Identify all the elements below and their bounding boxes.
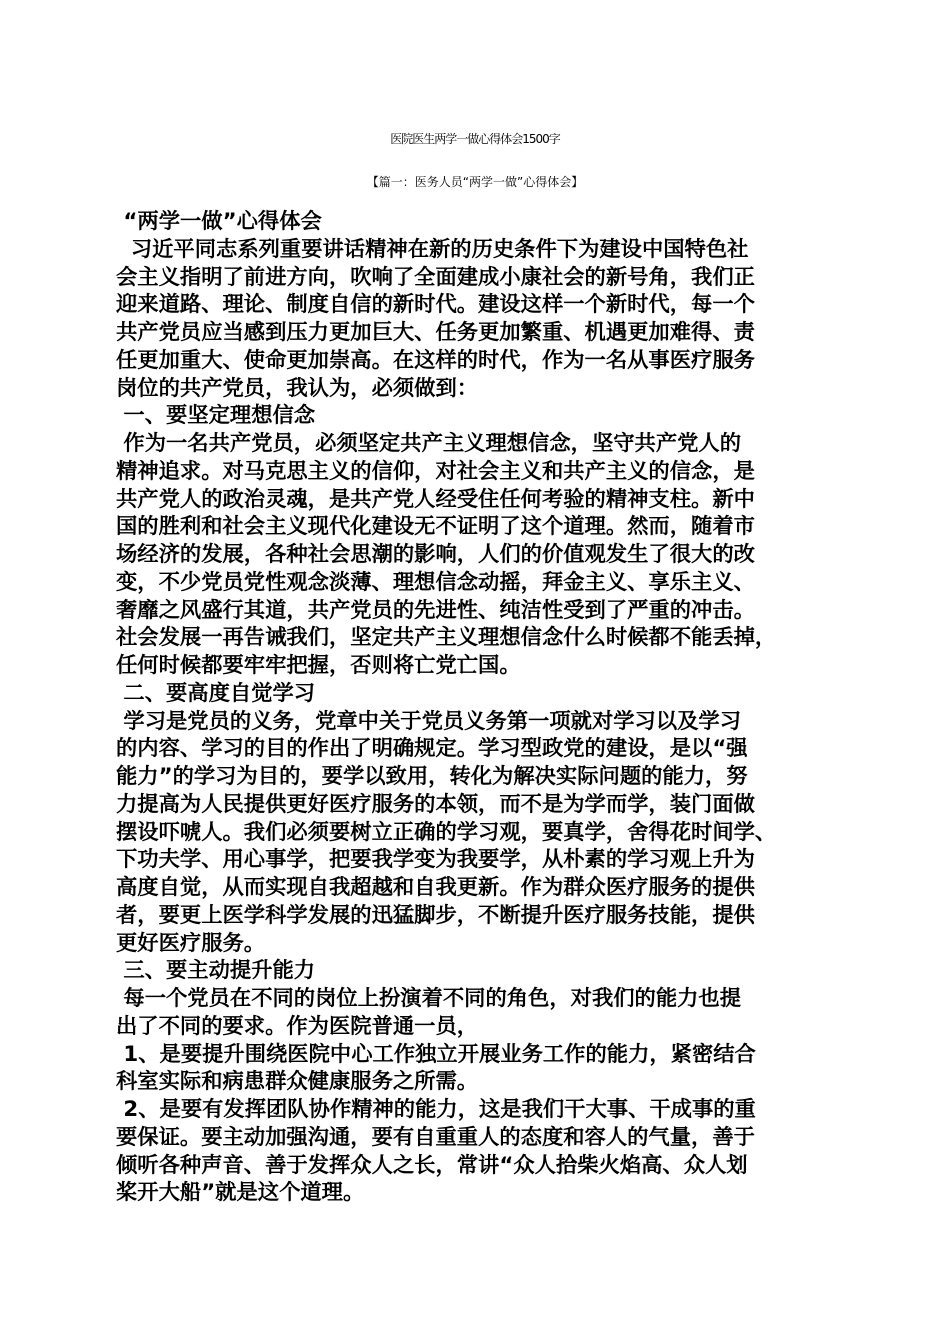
text-line: 任更加重大、使命更加崇高。在这样的时代，作为一名从事医疗服务	[116, 347, 755, 373]
text-line: 三、要主动提升能力	[116, 958, 316, 984]
text-line: 摆设吓唬人。我们必须要树立正确的学习观，要真学，舍得花时间学、	[116, 819, 777, 845]
text-line: 2、是要有发挥团队协作精神的能力，这是我们干大事、干成事的重	[116, 1097, 756, 1122]
text-line: 共产党员应当感到压力更加巨大、任务更加繁重、机遇更加难得、责	[116, 320, 755, 345]
text-line: 变，不少党员党性观念淡薄、理想信念动摇，拜金主义、享乐主义、	[116, 569, 755, 595]
text-line: 国的胜利和社会主义现代化建设无不证明了这个道理。然而，随着市	[116, 514, 755, 540]
text-line: 会主义指明了前进方向，吹响了全面建成小康社会的新号角，我们正	[116, 264, 755, 290]
text-line: 能力”的学习为目的，要学以致用，转化为解决实际问题的能力，努	[116, 764, 748, 789]
text-line: 倾听各种声音、善于发挥众人之长，常讲“众人拾柴火焰高、众人划	[116, 1152, 748, 1178]
text-line: 学习是党员的义务，党章中关于党员义务第一项就对学习以及学习	[116, 708, 742, 734]
document-title: 医院医生两学一做心得体会1500字	[390, 132, 560, 146]
text-line: 科室实际和病患群众健康服务之所需。	[116, 1069, 479, 1095]
text-line: 者，要更上医学科学发展的迅猛脚步，不断提升医疗服务技能，提供	[116, 902, 755, 928]
text-line: 下功夫学、用心事学，把要我学变为我要学，从朴素的学习观上升为	[116, 847, 755, 873]
text-line: 作为一名共产党员，必须坚定共产主义理想信念，坚守共产党人的	[116, 431, 742, 456]
document-body	[116, 208, 844, 1207]
text-line: 社会发展一再告诫我们，坚定共产主义理想信念什么时候都不能丢掉，	[116, 625, 777, 651]
text-line: 出了不同的要求。作为医院普通一员，	[116, 1013, 479, 1039]
text-line: 奢靡之风盛行其道，共产党员的先进性、纯洁性受到了严重的冲击。	[116, 597, 755, 623]
text-line: 任何时候都要牢牢把握，否则将亡党亡国。	[116, 653, 521, 678]
text-line: 的内容、学习的目的作出了明确规定。学习型政党的建设，是以“强	[116, 736, 748, 762]
text-line: 二、要高度自觉学习	[116, 680, 316, 706]
text-line: 岗位的共产党员，我认为，必须做到：	[116, 375, 479, 401]
text-line: 每一个党员在不同的岗位上扮演着不同的角色，对我们的能力也提	[116, 986, 742, 1011]
text-line: 场经济的发展，各种社会思潮的影响，人们的价值观发生了很大的改	[116, 542, 755, 567]
text-line: 共产党人的政治灵魂，是共产党人经受住任何考验的精神支柱。新中	[116, 486, 755, 512]
text-line: 一、要坚定理想信念	[116, 403, 316, 429]
text-line: 精神追求。对马克思主义的信仰，对社会主义和共产主义的信念，是	[116, 458, 755, 484]
text-line: 习近平同志系列重要讲话精神在新的历史条件下为建设中国特色社	[116, 236, 749, 262]
text-line: “两学一做”心得体会	[116, 209, 322, 234]
document-subtitle: 【篇一：医务人员“两学一做”心得体会】	[366, 175, 584, 189]
text-line: 桨开大船”就是这个道理。	[116, 1180, 365, 1206]
text-line: 力提高为人民提供更好医疗服务的本领，而不是为学而学，装门面做	[116, 791, 755, 817]
text-line: 迎来道路、理论、制度自信的新时代。建设这样一个新时代，每一个	[116, 292, 755, 318]
text-line: 高度自觉，从而实现自我超越和自我更新。作为群众医疗服务的提供	[116, 875, 755, 900]
text-line: 1、是要提升围绕医院中心工作独立开展业务工作的能力，紧密结合	[116, 1041, 756, 1067]
text-line: 更好医疗服务。	[116, 930, 266, 956]
text-line: 要保证。要主动加强沟通，要有自重重人的态度和容人的气量，善于	[116, 1124, 755, 1150]
